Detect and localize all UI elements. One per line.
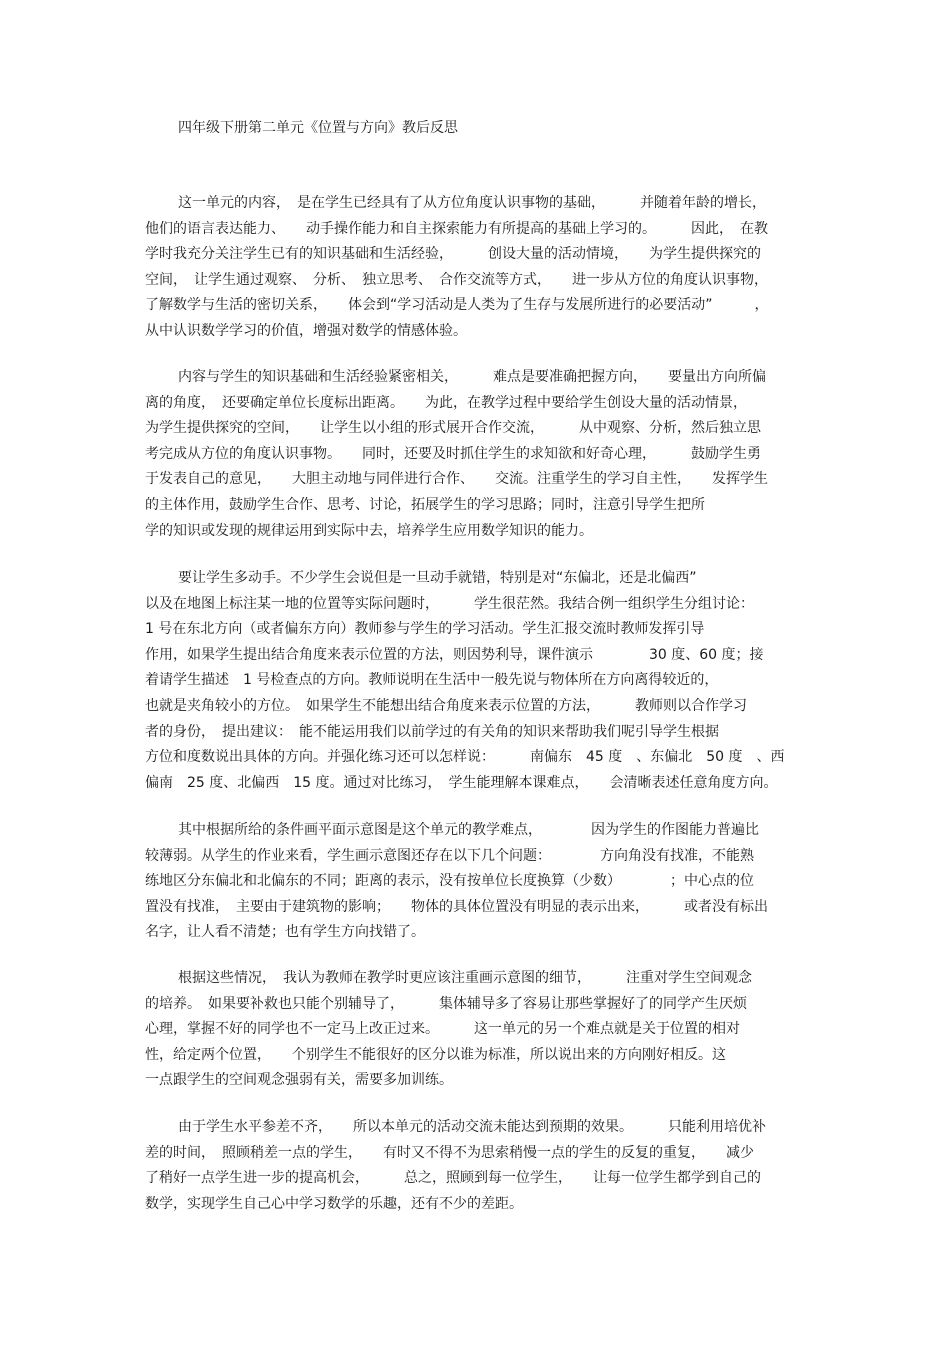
text-line: 考完成从方位的角度认识事物。 同时，还要及时抓住学生的求知欲和好奇心理， 鼓励学生勇 bbox=[145, 445, 761, 462]
text-line: 内容与学生的知识基础和生活经验紧密相关， 难点是要准确把握方向， 要量出方向所偏 bbox=[178, 369, 766, 385]
text-line: 要让学生多动手。不少学生会说但是一旦动手就错，特别是对“东偏北，还是北偏西” bbox=[178, 570, 697, 586]
text-line: 其中根据所给的条件画平面示意图是这个单元的教学难点， 因为学生的作图能力普遍比 bbox=[178, 822, 759, 838]
paragraph-6 bbox=[145, 1115, 810, 1217]
text-line: 心理，掌握不好的同学也不一定马上改正过来。 这一单元的另一个难点就是关于位置的相对 bbox=[145, 1021, 740, 1038]
text-line: 根据这些情况， 我认为教师在教学时更应该注重画示意图的细节， 注重对学生空间观念 bbox=[178, 970, 752, 986]
text-line: 偏南 25 度、北偏西 15 度。通过对比练习， 学生能理解本课难点， 会清晰表述任意角度方向。 bbox=[145, 774, 778, 791]
text-line: 了稍好一点学生进一步的提高机会， 总之，照顾到每一位学生， 让每一位学生都学到自己的 bbox=[145, 1170, 761, 1187]
text-line: 较薄弱。从学生的作业来看，学生画示意图还存在以下几个问题： 方向角没有找准，不能熟 bbox=[145, 847, 754, 864]
text-line: 作用，如果学生提出结合角度来表示位置的方法，则因势利导，课件演示 30 度、60 度；接 bbox=[145, 646, 764, 663]
text-line: 他们的语言表达能力、 动手操作能力和自主探索能力有所提高的基础上学习的。 因此， 在教 bbox=[145, 220, 768, 237]
paragraph-5 bbox=[145, 966, 810, 1094]
text-line: 数学，实现学生自己心中学习数学的乐趣，还有不少的差距。 bbox=[145, 1195, 523, 1212]
paragraph-2 bbox=[145, 365, 810, 544]
text-line: 空间， 让学生通过观察、 分析、 独立思考、 合作交流等方式， 进一步从方位的角度认识事物， bbox=[145, 271, 768, 288]
text-line: 学的知识或发现的规律运用到实际中去，培养学生应用数学知识的能力。 bbox=[145, 522, 593, 539]
text-line: 置没有找准， 主要由于建筑物的影响； 物体的具体位置没有明显的表示出来， 或者没有标出 bbox=[145, 898, 768, 915]
text-line: 差的时间， 照顾稍差一点的学生， 有时又不得不为思索稍慢一点的学生的反复的重复， 减少 bbox=[145, 1144, 754, 1161]
paragraph-4 bbox=[145, 818, 810, 946]
text-line: 以及在地图上标注某一地的位置等实际问题时， 学生很茫然。我结合例一组织学生分组讨论： bbox=[145, 595, 754, 612]
text-line: 为学生提供探究的空间， 让学生以小组的形式展开合作交流， 从中观察、分析，然后独立思 bbox=[145, 420, 761, 437]
text-line: 了解数学与生活的密切关系， 体会到“学习活动是人类为了生存与发展所进行的必要活动” ， bbox=[145, 297, 769, 314]
text-line: 练地区分东偏北和北偏东的不同；距离的表示，没有按单位长度换算（少数） ；中心点的位 bbox=[145, 873, 754, 890]
text-line: 从中认识数学学习的价值，增强对数学的情感体验。 bbox=[145, 322, 467, 339]
paragraph-1 bbox=[145, 191, 810, 345]
paragraph-3 bbox=[145, 566, 810, 796]
text-line: 1 号在东北方向（或者偏东方向）教师参与学生的学习活动。学生汇报交流时教师发挥引导 bbox=[145, 621, 705, 638]
text-line: 性，给定两个位置， 个别学生不能很好的区分以谁为标准，所以说出来的方向刚好相反。这 bbox=[145, 1046, 726, 1063]
document-title: 四年级下册第二单元《位置与方向》教后反思 bbox=[178, 120, 458, 136]
text-line: 也就是夹角较小的方位。 如果学生不能想出结合角度来表示位置的方法， 教师则以合作学习 bbox=[145, 697, 747, 714]
text-line: 名字，让人看不清楚；也有学生方向找错了。 bbox=[145, 924, 425, 941]
text-line: 于发表自己的意见， 大胆主动地与同伴进行合作、 交流。注重学生的学习自主性， 发挥学生 bbox=[145, 471, 768, 488]
text-line: 着请学生描述 1 号检查点的方向。教师说明在生活中一般先说与物体所在方向离得较近的， bbox=[145, 672, 719, 689]
text-line: 方位和度数说出具体的方向。并强化练习还可以怎样说： 南偏东 45 度 、东偏北 50 度 、西 bbox=[145, 749, 785, 766]
text-line: 者的身份， 提出建议： 能不能运用我们以前学过的有关角的知识来帮助我们呢引导学生根据 bbox=[145, 723, 719, 740]
text-line: 由于学生水平参差不齐， 所以本单元的活动交流未能达到预期的效果。 只能利用培优补 bbox=[178, 1119, 766, 1135]
text-line: 学时我充分关注学生已有的知识基础和生活经验， 创设大量的活动情境， 为学生提供探究的 bbox=[145, 246, 761, 263]
text-line: 离的角度， 还要确定单位长度标出距离。 为此，在教学过程中要给学生创设大量的活动情景， bbox=[145, 394, 747, 411]
text-line: 一点跟学生的空间观念强弱有关，需要多加训练。 bbox=[145, 1072, 453, 1089]
text-line: 这一单元的内容， 是在学生已经具有了从方位角度认识事物的基础， 并随着年龄的增长， bbox=[178, 195, 766, 211]
text-line: 的主体作用，鼓励学生合作、思考、讨论，拓展学生的学习思路；同时，注意引导学生把所 bbox=[145, 496, 705, 513]
text-line: 的培养。 如果要补救也只能个别辅导了， 集体辅导多了容易让那些掌握好了的同学产生厌烦 bbox=[145, 995, 747, 1012]
